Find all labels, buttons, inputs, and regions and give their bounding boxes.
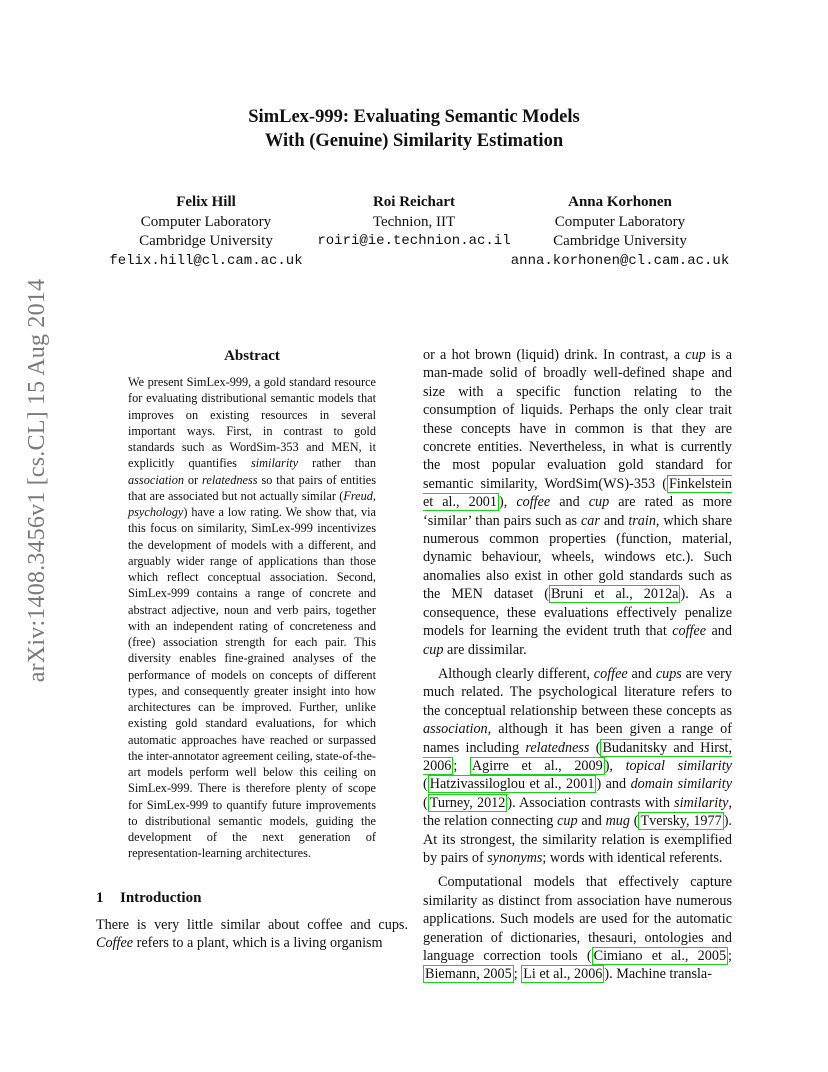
title-line-1: SimLex-999: Evaluating Semantic Models bbox=[248, 107, 580, 127]
author-affiliation: Computer Laboratory bbox=[140, 213, 272, 230]
abstract-heading: Abstract bbox=[224, 348, 280, 364]
citation-link[interactable]: Finkelstein et al., 2001 bbox=[423, 475, 732, 511]
author-affiliation: Cambridge University bbox=[139, 233, 273, 249]
section-heading-introduction bbox=[96, 888, 408, 908]
arxiv-stamp bbox=[18, 278, 58, 682]
citation-link[interactable]: Li et al., 2006 bbox=[523, 966, 603, 983]
citation-link[interactable]: Turney, 2012 bbox=[429, 794, 506, 811]
author-email: anna.korhonen@cl.cam.ac.uk bbox=[510, 252, 730, 269]
author-name: Felix Hill bbox=[176, 194, 236, 210]
citation-link[interactable]: Budanitsky and Hirst, 2006 bbox=[423, 739, 732, 774]
author-name: Roi Reichart bbox=[372, 194, 456, 210]
citation-link[interactable]: Tversky, 1977 bbox=[640, 813, 722, 830]
citation-link[interactable]: Agirre et al., 2009 bbox=[471, 757, 603, 774]
arxiv-stamp-text: arXiv:1408.3456v1 [cs.CL] 15 Aug 2014 bbox=[24, 278, 51, 682]
citation-link[interactable]: Biemann, 2005 bbox=[425, 966, 512, 983]
right-column bbox=[423, 346, 732, 990]
section-number: 1 bbox=[96, 889, 104, 906]
author-email: roiri@ie.technion.ac.il bbox=[317, 233, 511, 249]
author-affiliation: Cambridge University bbox=[553, 233, 687, 249]
author-block bbox=[0, 193, 828, 273]
section-title: Introduction bbox=[120, 889, 202, 906]
title-line-2: With (Genuine) Similarity Estimation bbox=[264, 131, 564, 151]
paragraph-3: Computational models that effectively capture similarity as distinct from association have numerous applications. Such models are used for the automatic generation of dictionaries, thesauri, ontologies and language correction tools ( Cimiano et al., 2005 ; Biemann, 2005 ; Li et al., 2006 ). Machine transla- bbox=[423, 874, 732, 983]
paragraph-2: Although clearly different, coffee and cups are very much related. The psychological literature refers to the conceptual relationship between these concepts as association, although it has been given a range of names including relatedness ( Budanitsky and Hirst, 2006 ; Agirre et al., 2009 ), topical similarity ( Hatzivassiloglou et al., 2001 ) and domain similarity ( Turney, 2012 ). Association contrasts with similarity, the relation connecting cup and mug ( Tversky, 1977 ). At its strongest, the similarity relation is exemplified by pairs of synonyms; words with identical referents. bbox=[423, 665, 732, 866]
intro-paragraph: There is very little similar about coffee and cups. Coffee refers to a plant, which is a living organism bbox=[96, 916, 408, 951]
author-affiliation: Technion, IIT bbox=[372, 213, 456, 230]
citation-link[interactable]: Bruni et al., 2012a bbox=[550, 586, 679, 603]
paper-title bbox=[0, 105, 828, 153]
author-1 bbox=[95, 193, 317, 271]
author-email: felix.hill@cl.cam.ac.uk bbox=[109, 252, 303, 269]
citation-link[interactable]: Hatzivassiloglou et al., 2001 bbox=[429, 776, 595, 793]
abstract-text: We present SimLex-999, a gold standard resource for evaluating distributional semantic models that improves on existing resources in several important ways. First, in contrast to gold standards such as WordSim-353 and MEN, it explicitly quantifies similarity rather than association or relatedness so that pairs of entities that are associated but not actually similar (Freud, psychology) have a low rating. We show that, via this focus on similarity, SimLex-999 incentivizes the development of models with a different, and arguably wider range of applications than those which reflect conceptual association. Second, SimLex-999 contains a range of concrete and abstract adjective, noun and verb pairs, together with an independent rating of concreteness and (free) association strength for each pair. This diversity enables fine-grained analyses of the performance of models on concepts of different types, and consequently greater insight into how architectures can be improved. Further, unlike existing gold standard evaluations, for which automatic approaches have reached or surpassed the inter-annotator agreement ceiling, state-of-the-art models perform well below this ceiling on SimLex-999. There is therefore plenty of scope for SimLex-999 to quantify future improvements to distributional semantic models, guiding the development of the next generation of representation-learning architectures. bbox=[128, 375, 376, 861]
author-3 bbox=[490, 193, 750, 271]
citation-link[interactable]: Cimiano et al., 2005 bbox=[593, 948, 727, 964]
left-column bbox=[96, 346, 408, 952]
paragraph-1: or a hot brown (liquid) drink. In contrast, a cup is a man-made solid of broadly well-defined shape and size with a specific function relating to the consumption of liquids. Perhaps the only clear trait these concepts have in common is that they are concrete entities. Nevertheless, in what is currently the most popular evaluation gold standard for semantic similarity, WordSim(WS)-353 ( Finkelstein et al., 2001 ), coffee and cup are rated as more ‘similar’ than pairs such as car and train, which share numerous common properties (function, material, dynamic behaviour, wheels, windows etc.). Such anomalies also exist in other gold standards such as the MEN dataset ( Bruni et al., 2012a ). As a consequence, these evaluations effectively penalize models for learning the evident truth that coffee and cup are dissimilar. bbox=[423, 347, 733, 658]
author-name: Anna Korhonen bbox=[568, 194, 672, 210]
author-affiliation: Computer Laboratory bbox=[554, 213, 686, 230]
